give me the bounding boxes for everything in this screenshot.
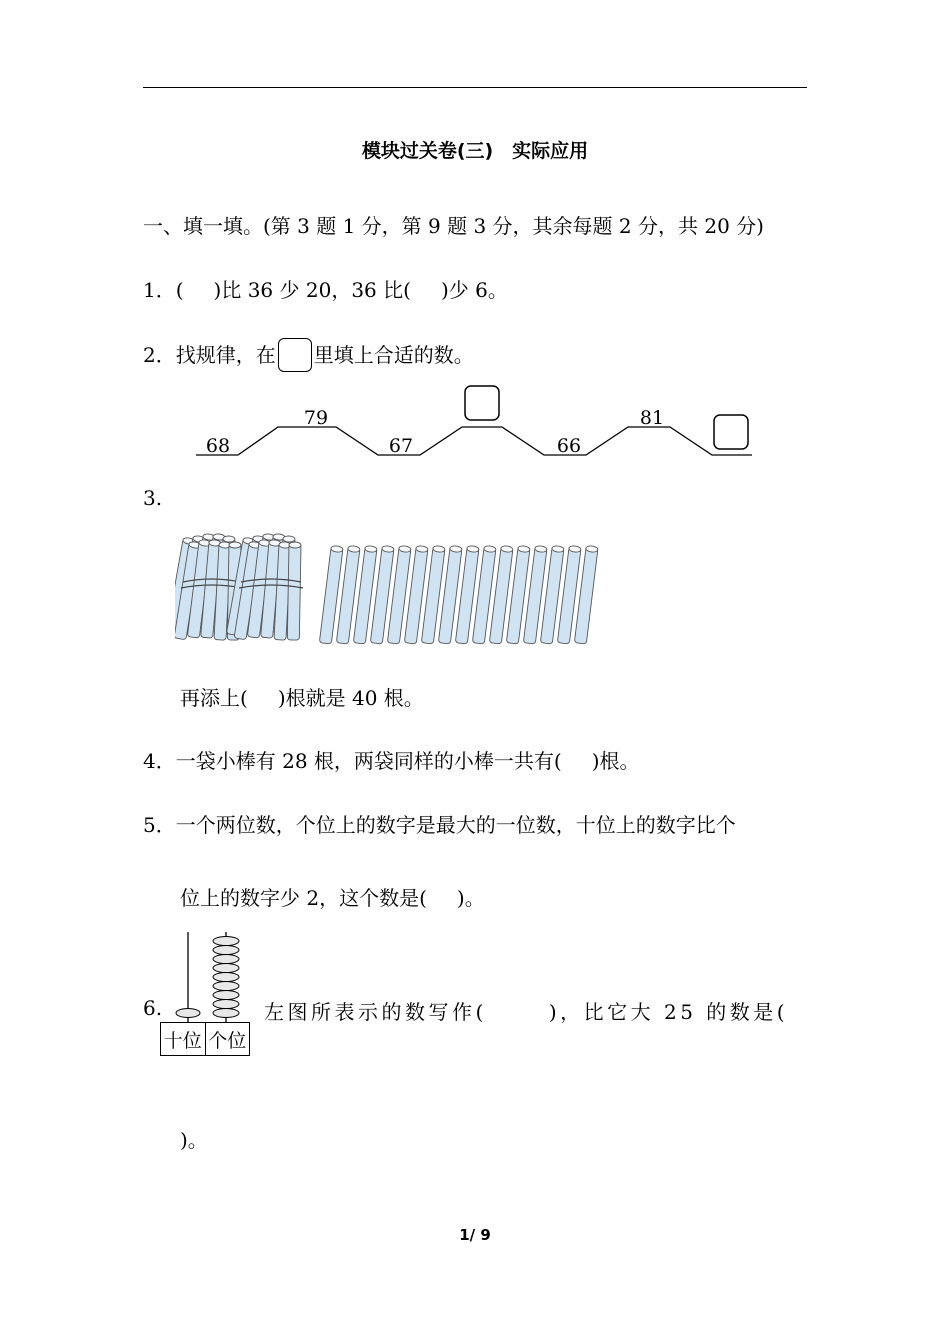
pattern-answer-box[interactable] <box>714 415 748 449</box>
inline-answer-box <box>278 338 312 372</box>
question-6-continuation: )。 <box>180 1128 208 1152</box>
question-5-line-2: 位上的数字少 2，这个数是( )。 <box>180 886 485 910</box>
header-rule <box>143 87 807 88</box>
number-pattern-diagram <box>0 380 950 470</box>
pattern-number: 81 <box>639 407 665 429</box>
page-title: 模块过关卷(三) 实际应用 <box>361 140 589 162</box>
question-6: 左图所表示的数写作( )，比它大 25 的数是( <box>264 1000 789 1024</box>
page-number: 1/ 9 <box>459 1226 491 1244</box>
question-number: 2． <box>143 343 176 367</box>
question-2: 2．找规律，在 里填上合适的数。 <box>143 338 474 372</box>
ones-beads-icon <box>213 937 239 1018</box>
pattern-answer-box[interactable] <box>465 386 499 420</box>
pattern-number: 79 <box>303 407 329 429</box>
sticks-illustration <box>175 530 615 645</box>
ones-label: 个位 <box>208 1029 247 1052</box>
question-number: 5． <box>143 813 176 837</box>
abacus-diagram <box>160 928 255 1024</box>
question-number: 1． <box>143 278 176 302</box>
pattern-number: 68 <box>205 435 231 457</box>
pattern-number: 67 <box>388 435 414 457</box>
tens-label: 十位 <box>161 1023 206 1055</box>
section-heading: 一、填一填。(第 3 题 1 分，第 9 题 3 分，其余每题 2 分，共 20 分) <box>143 214 764 238</box>
question-4: 4．一袋小棒有 28 根，两袋同样的小棒一共有( )根。 <box>143 749 640 773</box>
question-5-line-1: 5．一个两位数，个位上的数字是最大的一位数，十位上的数字比个 <box>143 813 736 837</box>
question-3-number: 3. <box>143 486 163 510</box>
pattern-number: 66 <box>556 435 582 457</box>
question-6-number: 6. <box>143 996 163 1020</box>
loose-sticks-icon <box>319 545 598 644</box>
question-1: 1．( )比 36 少 20，36 比( )少 6。 <box>143 278 508 302</box>
question-3: 再添上( )根就是 40 根。 <box>180 686 424 710</box>
abacus-place-labels <box>160 1022 250 1056</box>
tens-bead-icon <box>176 1009 200 1018</box>
question-number: 4． <box>143 749 176 773</box>
